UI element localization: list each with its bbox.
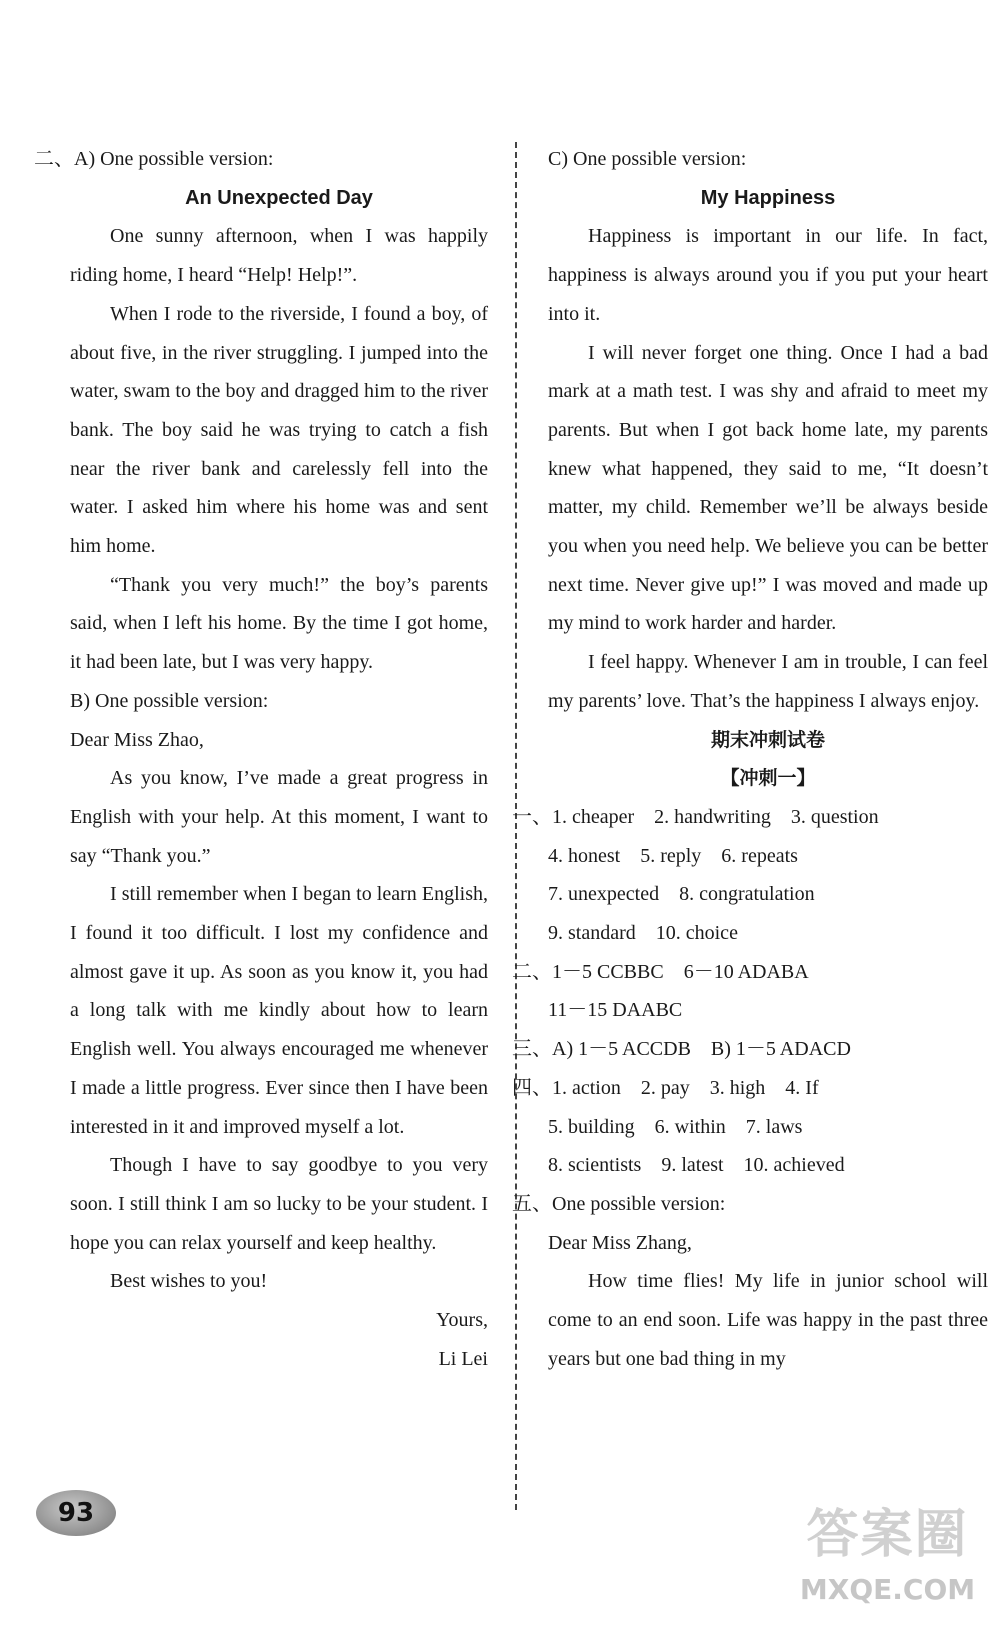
answer-line: 11－15 DAABC bbox=[548, 999, 683, 1022]
answer-line: 8. scientists 9. latest 10. achieved bbox=[548, 1154, 845, 1177]
watermark-logo: 答案圈 bbox=[806, 1505, 969, 1565]
letter-wishes: Best wishes to you! bbox=[110, 1270, 268, 1293]
paragraph: Though I have to say goodbye to you very soon. I still think I am so lucky to be your student. I hope you can relax yourself and keep healthy. bbox=[70, 1154, 488, 1254]
answer-line: 二、1－5 CCBBC 6－10 ADABA bbox=[512, 960, 809, 983]
page-number-badge bbox=[36, 1490, 116, 1536]
paragraph: I will never forget one thing. Once I had a bad mark at a math test. I was shy and afraid to meet my parents. But when I got back home late, my parents knew what happened, they said to me, “It doesn’t matter, my child. Remember we’ll be always beside you when you need help. We believe you can be better next time. Never give up!” I was moved and made up my mind to work harder and harder. bbox=[548, 341, 988, 635]
letter-greeting: Dear Miss Zhang, bbox=[548, 1231, 692, 1254]
paragraph: One sunny afternoon, when I was happily riding home, I heard “Help! Help!”. bbox=[70, 225, 488, 287]
letter-greeting: Dear Miss Zhao, bbox=[70, 728, 204, 751]
exam-title: 期末冲刺试卷 bbox=[710, 728, 825, 751]
section-heading: C) One possible version: bbox=[548, 148, 747, 170]
answer-line: 7. unexpected 8. congratulation bbox=[548, 883, 815, 906]
section-heading: B) One possible version: bbox=[70, 689, 269, 712]
paragraph: I still remember when I began to learn English, I found it too difficult. I lost my confidence and almost gave it up. As soon as you know it, you had a long talk with me kindly about how to learn English well. You always encouraged me whenever I made a little progress. Ever since then I have been interested in it and improved myself a lot. bbox=[70, 883, 488, 1138]
answer-line: 4. honest 5. reply 6. repeats bbox=[548, 844, 798, 867]
letter-closing: Yours, bbox=[436, 1309, 488, 1332]
answer-line: 一、1. cheaper 2. handwriting 3. question bbox=[512, 805, 879, 828]
left-column bbox=[34, 140, 488, 1379]
essay-title: My Happiness bbox=[700, 186, 836, 209]
answer-line: 9. standard 10. choice bbox=[548, 922, 738, 945]
paragraph: I feel happy. Whenever I am in trouble, I can feel my parents’ love. That’s the happiness I always enjoy. bbox=[548, 651, 988, 712]
answer-line: 三、A) 1－5 ACCDB B) 1－5 ADACD bbox=[512, 1038, 851, 1061]
section-heading: 二、A) One possible version: bbox=[34, 148, 274, 170]
watermark-url: MXQE.COM bbox=[799, 1573, 976, 1606]
letter-signature: Li Lei bbox=[438, 1347, 488, 1370]
exam-subtitle: 【冲刺一】 bbox=[720, 767, 816, 790]
answer-line: 5. building 6. within 7. laws bbox=[548, 1115, 803, 1138]
page-number: 93 bbox=[57, 1498, 95, 1528]
answer-line: 四、1. action 2. pay 3. high 4. If bbox=[512, 1076, 819, 1099]
paragraph: When I rode to the riverside, I found a boy, of about five, in the river struggling. I jumped into the water, swam to the boy and dragged him to the river bank. The boy said he was trying to catch a fish near the river bank and carelessly fell into the water. I asked him where his home was and sent him home. bbox=[70, 302, 488, 558]
right-column bbox=[512, 140, 988, 1379]
paragraph: Happiness is important in our life. In fact, happiness is always around you if you put your heart into it. bbox=[548, 225, 988, 325]
essay-title: An Unexpected Day bbox=[185, 186, 373, 209]
watermark bbox=[785, 1500, 990, 1640]
paragraph: “Thank you very much!” the boy’s parents said, when I left his home. By the time I got home, it had been late, but I was very happy. bbox=[70, 573, 488, 674]
paragraph: As you know, I’ve made a great progress in English with your help. At this moment, I want to say “Thank you.” bbox=[70, 767, 488, 867]
paragraph: How time flies! My life in junior school will come to an end soon. Life was happy in the past three years but one bad thing in my bbox=[548, 1270, 988, 1370]
section-heading: 五、One possible version: bbox=[512, 1192, 726, 1215]
